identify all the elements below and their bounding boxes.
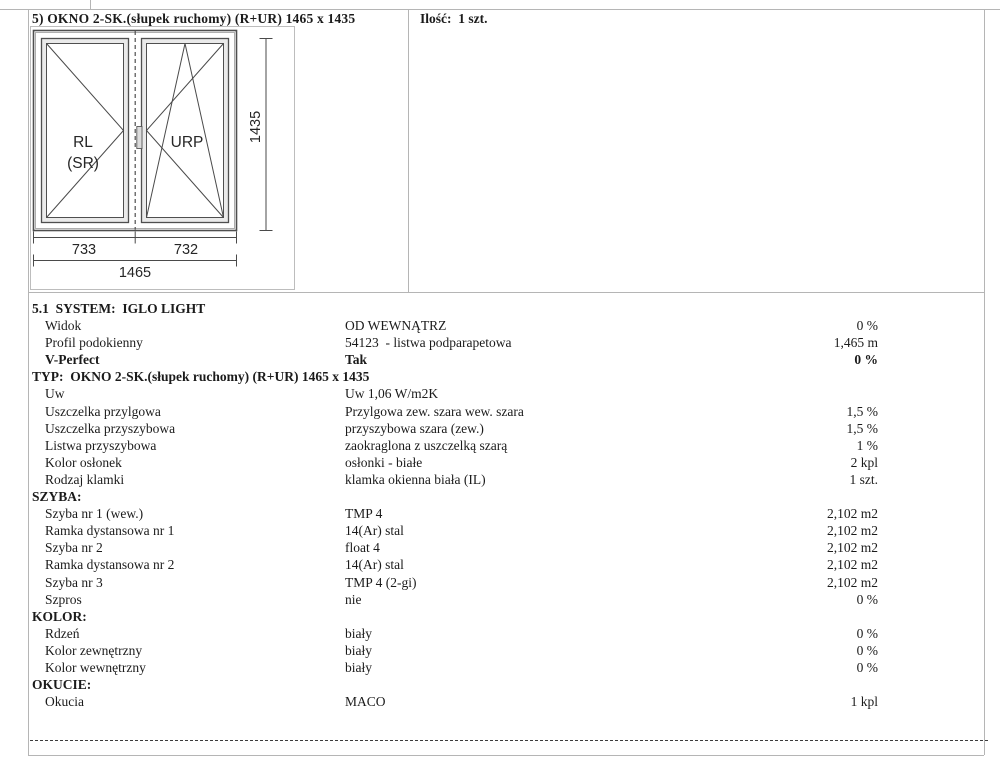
spec-qty: 0 %	[854, 352, 878, 368]
spec-row	[28, 334, 984, 351]
spec-label: Rdzeń	[45, 625, 80, 641]
spec-row	[28, 676, 984, 693]
spec-value: biały	[345, 625, 372, 641]
spec-value: 14(Ar) stal	[345, 557, 404, 573]
right-sash-label: URP	[170, 134, 204, 151]
spec-label: 5.1 SYSTEM: IGLO LIGHT	[32, 301, 206, 316]
window-drawing-svg	[31, 27, 294, 289]
spec-row	[28, 659, 984, 676]
spec-qty	[708, 368, 878, 385]
spec-label: Profil podokienny	[45, 335, 143, 351]
table-right-border	[984, 9, 985, 755]
spec-value	[369, 368, 708, 385]
spec-qty: 0 %	[856, 659, 878, 675]
window-handle	[137, 127, 142, 149]
spec-qty: 1,465 m	[833, 335, 878, 351]
spec-label: Uszczelka przyszybowa	[45, 420, 176, 436]
spec-qty: 2 kpl	[850, 454, 878, 470]
spec-row	[28, 351, 984, 368]
spec-row	[28, 300, 984, 317]
right-sash-inner	[147, 44, 224, 218]
spec-value: 54123 - listwa podparapetowa	[345, 335, 512, 351]
spec-row	[28, 625, 984, 642]
spec-qty	[708, 676, 878, 693]
spec-row	[28, 454, 984, 471]
spec-row	[28, 608, 984, 625]
spec-qty: 2,102 m2	[826, 523, 878, 539]
spec-qty: 1,5 %	[846, 403, 878, 419]
spec-value	[205, 300, 708, 317]
window-drawing	[30, 26, 295, 290]
spec-value: TMP 4	[345, 506, 383, 522]
spec-qty: 2,102 m2	[826, 557, 878, 573]
left-sash-sublabel: (SR)	[67, 155, 99, 172]
dashed-separator	[30, 740, 988, 741]
spec-label: Listwa przyszybowa	[45, 437, 157, 453]
spec-label: Kolor zewnętrzny	[45, 642, 143, 658]
table-top-border	[0, 9, 1000, 10]
spec-label: Uszczelka przylgowa	[45, 403, 161, 419]
spec-row	[28, 591, 984, 608]
spec-label: Szyba nr 1 (wew.)	[45, 506, 144, 522]
spec-label: SZYBA:	[32, 489, 82, 505]
spec-label: Okucia	[45, 694, 84, 710]
quantity-label: Ilość: 1 szt.	[420, 11, 488, 26]
width-dim-total-label: 1465	[118, 265, 152, 281]
spec-qty: 1 %	[856, 437, 878, 453]
spec-label: Widok	[45, 318, 82, 334]
spec-label: TYP: OKNO 2-SK.(słupek ruchomy) (R+UR) 1465 x 1435	[32, 369, 370, 385]
spec-label: Ramka dystansowa nr 1	[45, 523, 175, 539]
spec-qty: 2,102 m2	[826, 540, 878, 556]
spec-value: TMP 4 (2-gi)	[345, 574, 417, 590]
top-divider-stub	[90, 0, 91, 9]
spec-qty: 2,102 m2	[826, 574, 878, 590]
spec-row	[28, 539, 984, 556]
spec-row	[28, 522, 984, 539]
spec-value: biały	[345, 659, 372, 675]
spec-label: Szyba nr 3	[45, 574, 103, 590]
spec-value: Tak	[345, 352, 368, 368]
spec-label: Szpros	[45, 591, 82, 607]
spec-value: zaokraglona z uszczelką szarą	[345, 437, 508, 453]
spec-qty	[708, 385, 878, 402]
table-bottom-border	[28, 755, 984, 756]
width-dim-left-label: 733	[71, 242, 97, 258]
spec-value: 14(Ar) stal	[345, 523, 404, 539]
spec-value: Uw 1,06 W/m2K	[345, 386, 439, 402]
spec-label: KOLOR:	[32, 608, 87, 624]
spec-qty	[708, 608, 878, 625]
spec-label: Rodzaj klamki	[45, 471, 125, 487]
spec-value	[91, 676, 708, 693]
spec-value	[82, 488, 708, 505]
spec-value: MACO	[345, 694, 386, 710]
spec-rows	[28, 300, 984, 710]
spec-label: Kolor wewnętrzny	[45, 659, 146, 675]
spec-row	[28, 488, 984, 505]
spec-row	[28, 574, 984, 591]
spec-row	[28, 385, 984, 402]
spec-value	[87, 608, 708, 625]
section-divider	[28, 292, 984, 293]
position-title: 5) OKNO 2-SK.(słupek ruchomy) (R+UR) 1465 x 1435	[32, 11, 356, 26]
spec-qty: 0 %	[856, 625, 878, 641]
spec-value: biały	[345, 642, 372, 658]
spec-row	[28, 403, 984, 420]
spec-value: osłonki - białe	[345, 454, 423, 470]
spec-row	[28, 420, 984, 437]
spec-row	[28, 556, 984, 573]
spec-row	[28, 471, 984, 488]
spec-row	[28, 368, 984, 385]
spec-row	[28, 317, 984, 334]
header-cell-divider	[408, 9, 409, 292]
spec-label: Szyba nr 2	[45, 540, 103, 556]
spec-row	[28, 437, 984, 454]
spec-qty	[708, 488, 878, 505]
spec-qty: 1 szt.	[849, 471, 878, 487]
width-dim-right-label: 732	[173, 242, 199, 258]
spec-value: nie	[345, 591, 362, 607]
height-dim-label: 1435	[248, 110, 264, 144]
spec-label: Uw	[45, 386, 65, 402]
spec-qty: 1 kpl	[850, 694, 878, 710]
spec-label: OKUCIE:	[32, 677, 92, 693]
spec-value: OD WEWNĄTRZ	[345, 318, 447, 334]
spec-value: Przylgowa zew. szara wew. szara	[345, 403, 524, 419]
spec-qty: 0 %	[856, 591, 878, 607]
spec-label: V-Perfect	[45, 352, 100, 368]
left-sash-label: RL	[73, 134, 93, 151]
spec-label: Kolor osłonek	[45, 454, 122, 470]
spec-qty: 0 %	[856, 642, 878, 658]
spec-row	[28, 505, 984, 522]
spec-value: klamka okienna biała (IL)	[345, 471, 486, 487]
spec-qty	[708, 300, 878, 317]
spec-value: float 4	[345, 540, 380, 556]
left-sash-inner	[47, 44, 124, 218]
spec-qty: 0 %	[856, 318, 878, 334]
spec-qty: 1,5 %	[846, 420, 878, 436]
spec-value: przyszybowa szara (zew.)	[345, 420, 484, 436]
spec-label: Ramka dystansowa nr 2	[45, 557, 175, 573]
spec-row	[28, 693, 984, 710]
spec-row	[28, 642, 984, 659]
spec-qty: 2,102 m2	[826, 506, 878, 522]
